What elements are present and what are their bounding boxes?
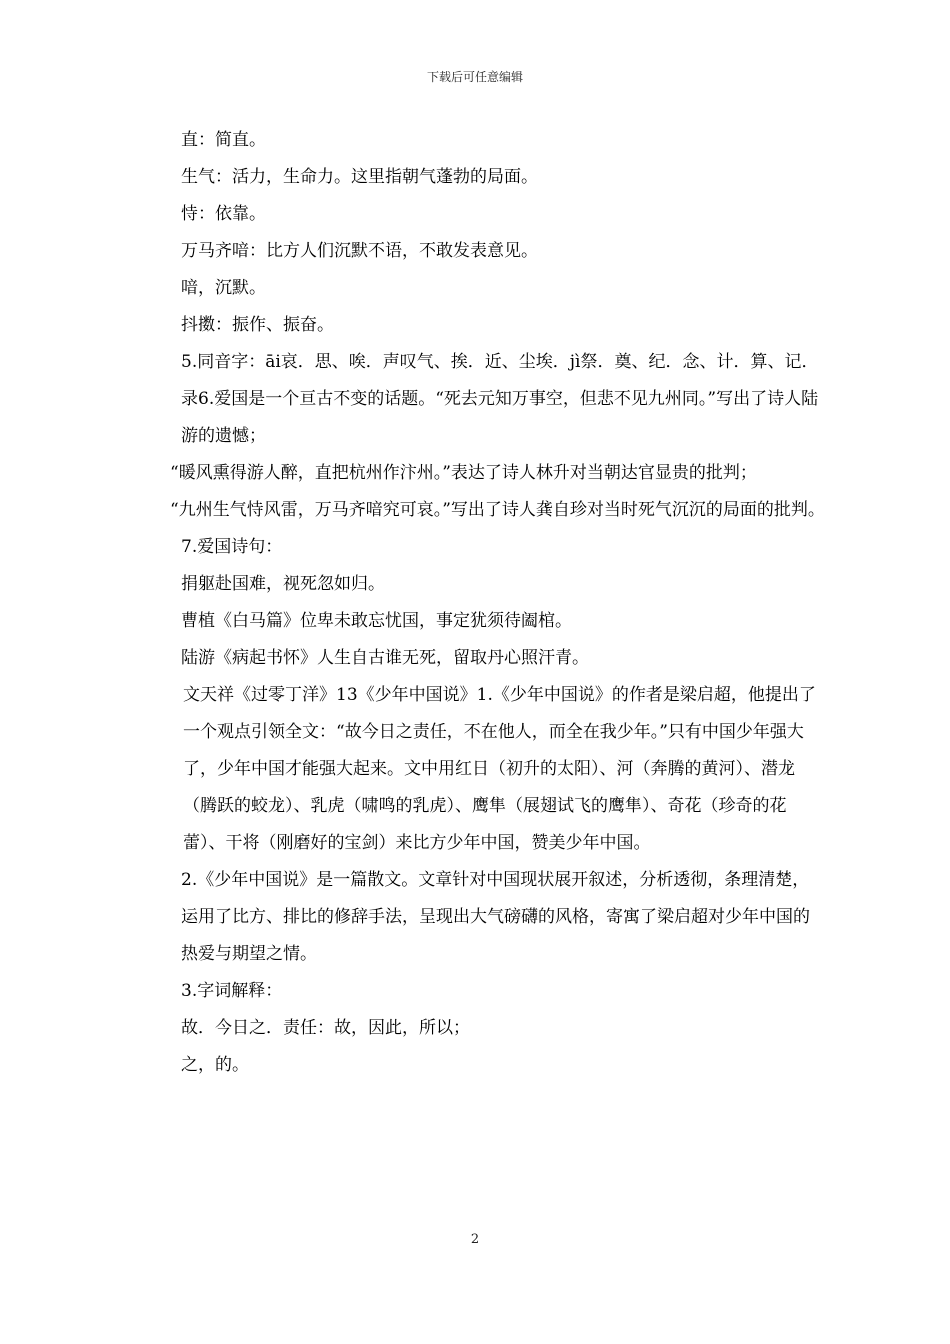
- page-number: 2: [470, 1232, 480, 1247]
- paragraph-definition-shi: 恃：依靠。: [181, 204, 266, 224]
- paragraph-vocab-heading: 3.字词解释：: [181, 981, 283, 1001]
- paragraph-quote-gongzizhen: “九州生气恃风雷，万马齐喑究可哀。”写出了诗人龚自珍对当时死气沉沉的局面的批判。: [170, 500, 825, 520]
- paragraph-shaonian-essay: 2.《少年中国说》是一篇散文。文章针对中国现状展开叙述，分析透彻，条理清楚，运用了比方、排比的修辞手法，呈现出大气磅礴的风格，寄寓了梁启超对少年中国的热爱与期望之情。: [181, 870, 810, 964]
- paragraph-vocab-gu: 故．今日之．责任：故，因此，所以；: [181, 1018, 470, 1038]
- paragraph-definition-shengqi: 生气：活力，生命力。这里指朝气蓬勃的局面。: [181, 167, 538, 187]
- paragraph-poem-line-2: 曹植《白马篇》位卑未敢忘忧国，事定犹须待阖棺。: [181, 611, 572, 631]
- paragraph-patriotic-heading: 7.爱国诗句：: [181, 537, 283, 557]
- paragraph-definition-zhi: 直：简直。: [181, 130, 266, 150]
- page-header: 下载后可任意编辑: [426, 70, 523, 84]
- paragraph-homophones: 5.同音字：āi哀．思、唉．声叹气、挨．近、尘埃．jì祭．奠、纪．念、计．算、记．录6.爱国是一个亘古不变的话题。“死去元知万事空，但悲不见九州同。”写出了诗人陆游的遗憾；: [181, 352, 819, 446]
- document-body: [145, 122, 825, 1084]
- paragraph-definition-yin: 喑，沉默。: [181, 278, 266, 298]
- paragraph-poem-line-3: 陆游《病起书怀》人生自古谁无死，留取丹心照汗青。: [181, 648, 589, 668]
- paragraph-shaonian-intro: 文天祥《过零丁洋》13《少年中国说》1.《少年中国说》的作者是梁启超，他提出了一个观点引领全文：“故今日之责任，不在他人，而全在我少年。”只有中国少年强大了，少年中国才能强大起来。文中用红日（初升的太阳）、河（奔腾的黄河）、潜龙（腾跃的蛟龙）、乳虎（啸鸣的乳虎）、鹰隼（展翅试飞的鹰隼）、奇花（珍奇的花蕾）、干将（刚磨好的宝剑）来比方少年中国，赞美少年中国。: [183, 685, 816, 853]
- paragraph-quote-linsheng: “暖风熏得游人醉，直把杭州作汴州。”表达了诗人林升对当朝达官显贵的批判；: [170, 463, 757, 483]
- paragraph-definition-dousou: 抖擞：振作、振奋。: [181, 315, 334, 335]
- paragraph-poem-line-1: 捐躯赴国难，视死忽如归。: [181, 574, 385, 594]
- paragraph-vocab-zhi: 之，的。: [181, 1055, 249, 1075]
- paragraph-definition-wanma: 万马齐喑：比方人们沉默不语，不敢发表意见。: [181, 241, 538, 261]
